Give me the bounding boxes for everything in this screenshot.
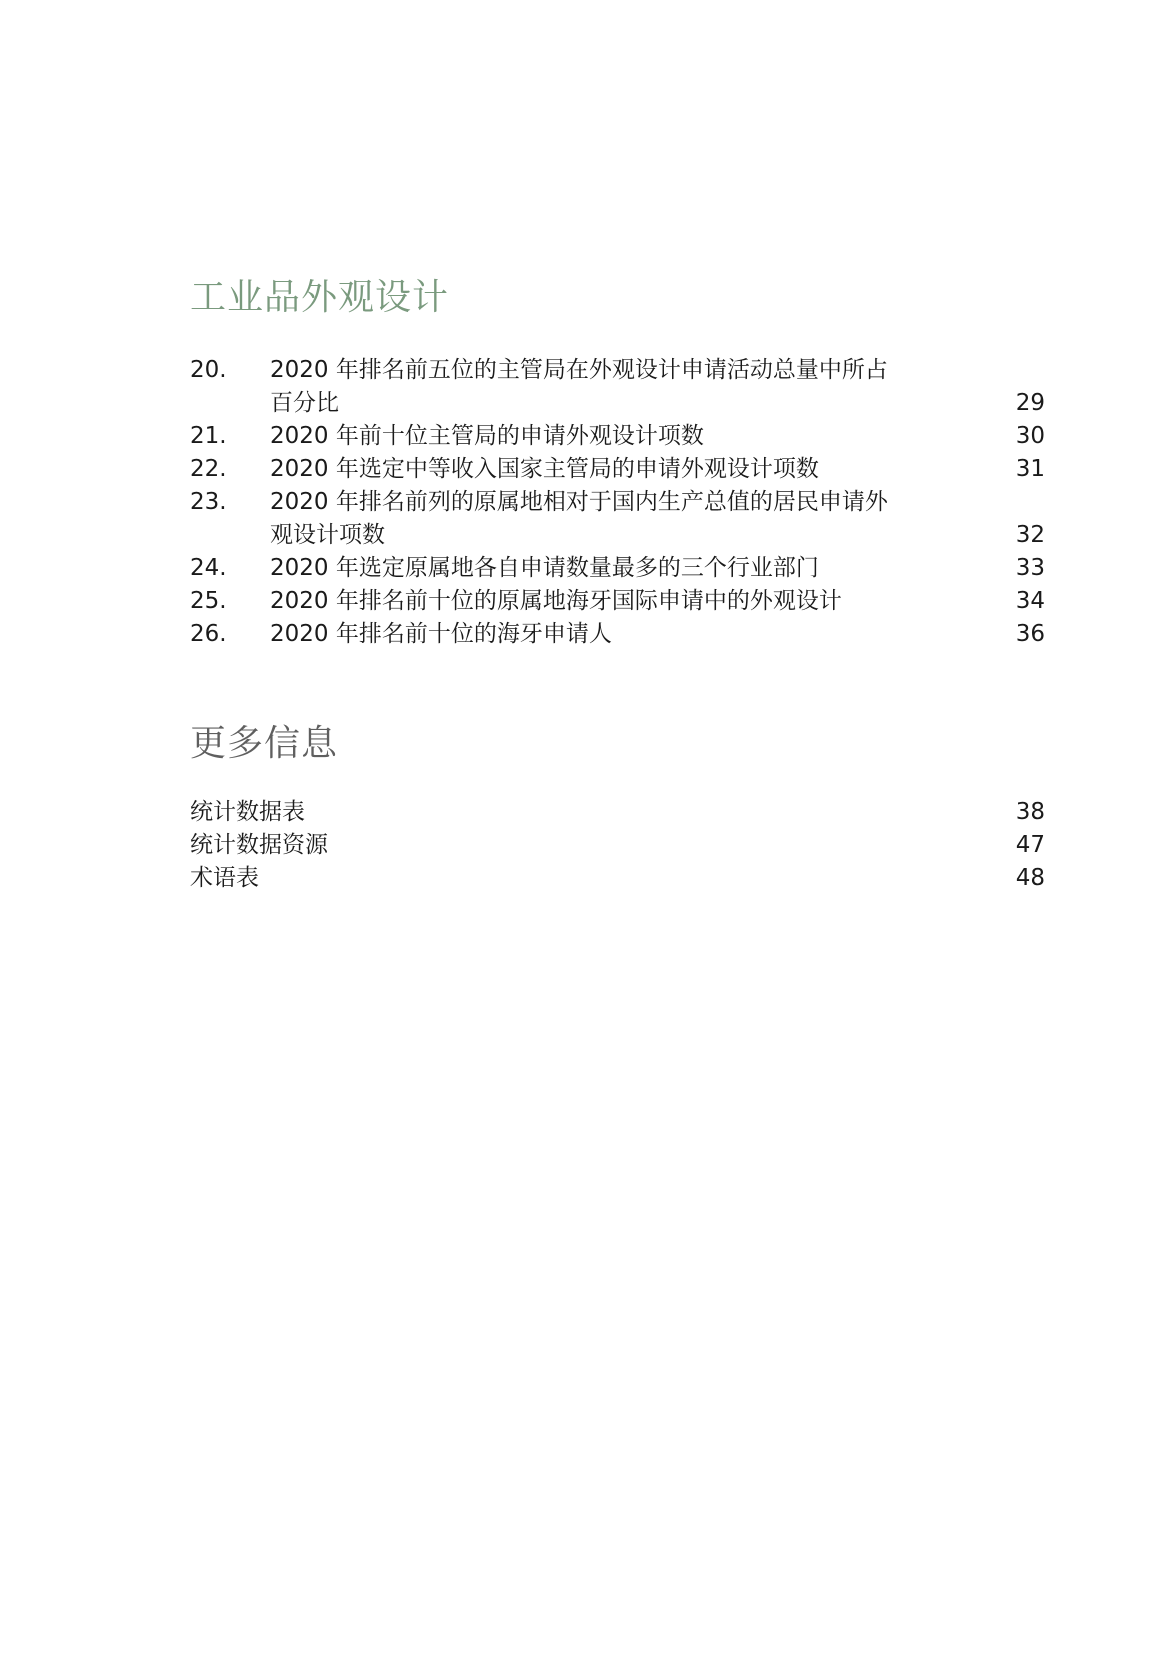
toc-entry[interactable] [190, 618, 1045, 651]
toc-industrial-designs [190, 354, 1045, 651]
entry-title: 2020 年排名前五位的主管局在外观设计申请活动总量中所占百分比 [270, 357, 888, 416]
entry-page-number: 34 [1015, 588, 1045, 614]
section-title-more-info: 更多信息 [190, 723, 339, 764]
toc-entry[interactable] [190, 552, 1045, 585]
toc-more-info [190, 796, 1045, 895]
entry-page-number: 36 [1015, 621, 1045, 647]
entry-page-number: 47 [1015, 832, 1045, 858]
toc-entry[interactable] [190, 585, 1045, 618]
entry-number: 22. [190, 456, 227, 482]
entry-title: 2020 年排名前列的原属地相对于国内生产总值的居民申请外观设计项数 [270, 489, 888, 548]
entry-title: 统计数据表 [190, 799, 305, 825]
entry-page-number: 33 [1015, 555, 1045, 581]
section-title-industrial-designs: 工业品外观设计 [190, 277, 450, 318]
entry-page-number: 48 [1015, 865, 1045, 891]
entry-page-number: 31 [1015, 456, 1045, 482]
entry-title: 2020 年排名前十位的原属地海牙国际申请中的外观设计 [270, 588, 842, 614]
entry-title: 2020 年选定原属地各自申请数量最多的三个行业部门 [270, 555, 819, 581]
toc-entry[interactable] [190, 829, 1045, 862]
entry-title: 统计数据资源 [190, 832, 328, 858]
entry-number: 26. [190, 621, 227, 647]
entry-number: 25. [190, 588, 227, 614]
entry-title: 2020 年排名前十位的海牙申请人 [270, 621, 612, 647]
entry-page-number: 30 [1015, 423, 1045, 449]
toc-entry[interactable] [190, 453, 1045, 486]
entry-title: 术语表 [190, 865, 259, 891]
toc-entry[interactable] [190, 420, 1045, 453]
toc-entry[interactable] [190, 796, 1045, 829]
entry-title: 2020 年选定中等收入国家主管局的申请外观设计项数 [270, 456, 819, 482]
entry-number: 21. [190, 423, 227, 449]
entry-page-number: 32 [1015, 522, 1045, 548]
toc-entry[interactable] [190, 862, 1045, 895]
entry-number: 20. [190, 357, 227, 383]
entry-number: 23. [190, 489, 227, 515]
toc-entry[interactable] [190, 354, 1045, 420]
entry-number: 24. [190, 555, 227, 581]
entry-page-number: 38 [1015, 799, 1045, 825]
entry-page-number: 29 [1015, 390, 1045, 416]
entry-title: 2020 年前十位主管局的申请外观设计项数 [270, 423, 704, 449]
toc-entry[interactable] [190, 486, 1045, 552]
